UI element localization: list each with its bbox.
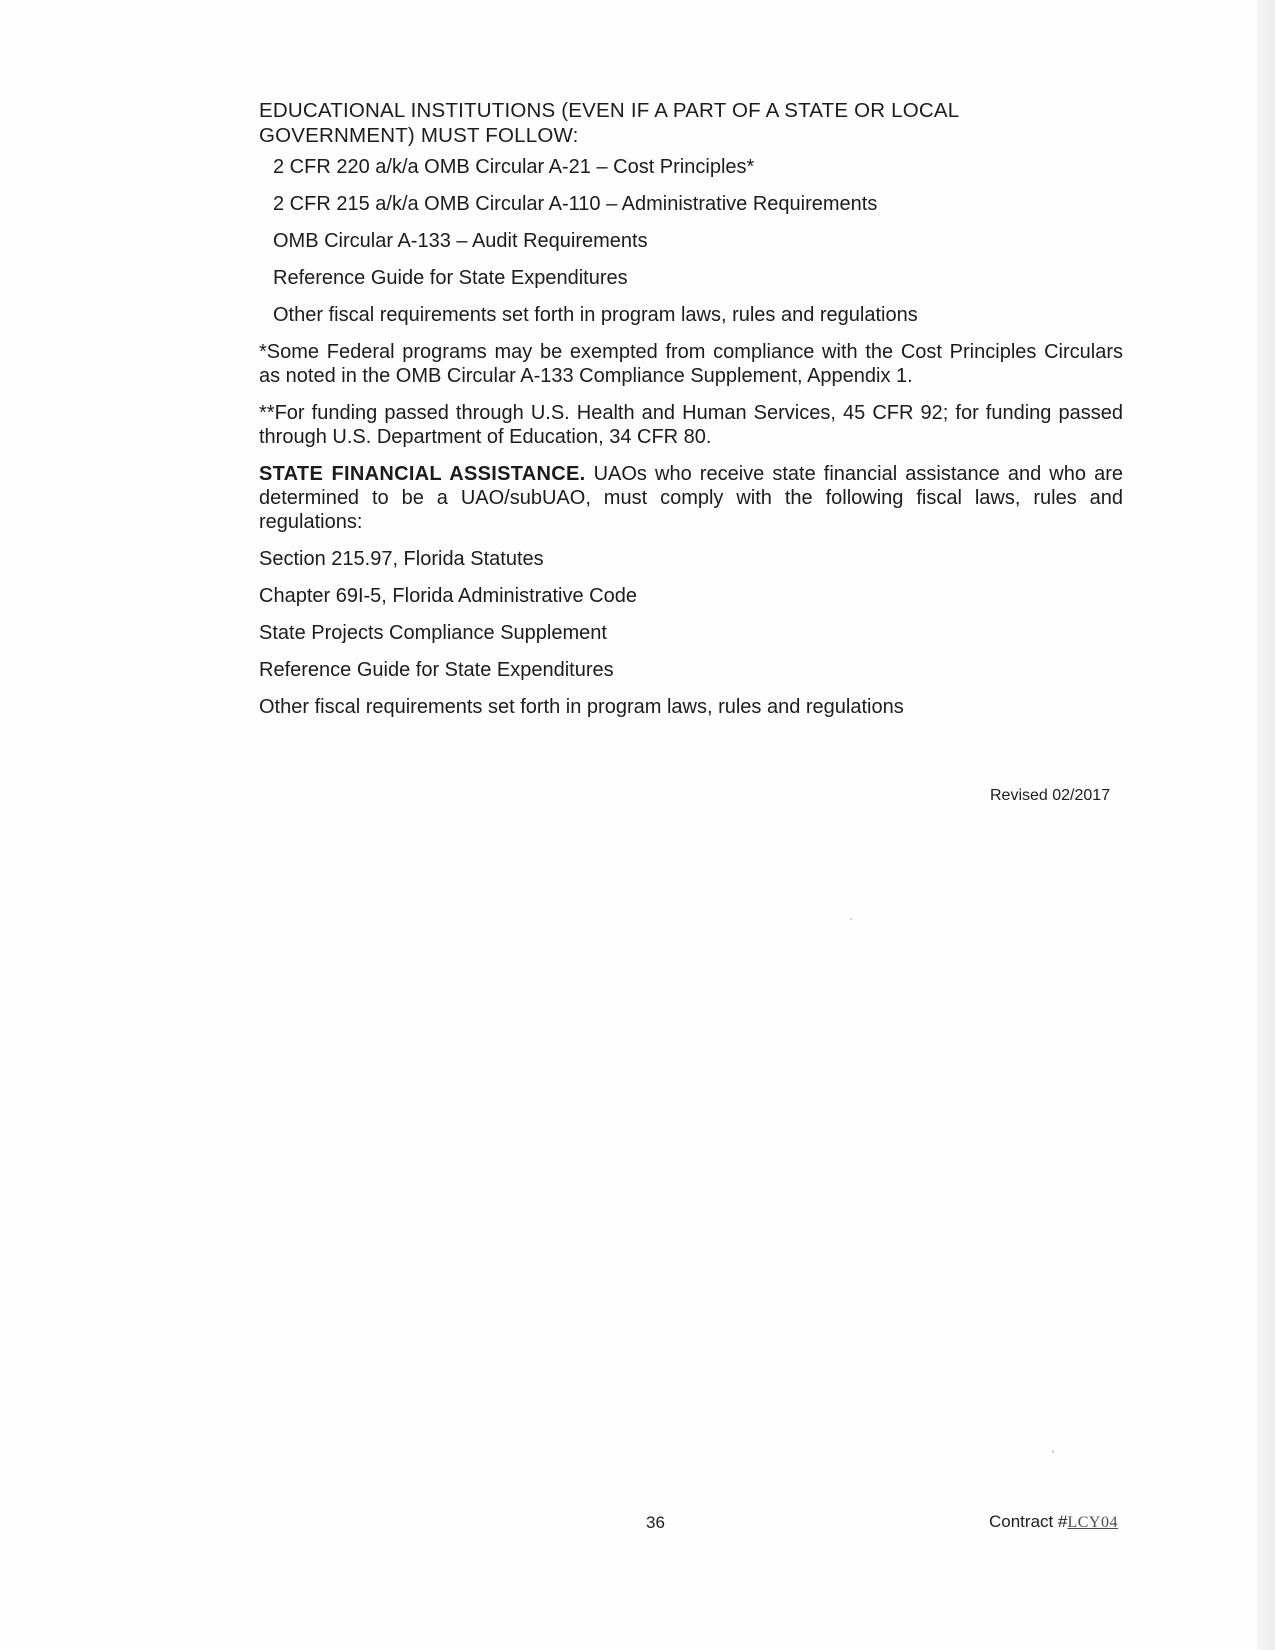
list-item: State Projects Compliance Supplement (259, 622, 607, 644)
education-requirements-list (259, 155, 1123, 327)
revision-date: Revised 02/2017 (990, 787, 1111, 804)
list-item: Other fiscal requirements set forth in program laws, rules and regulations (273, 304, 918, 326)
page-number: 36 (646, 1513, 665, 1532)
list-item: Reference Guide for State Expenditures (259, 659, 614, 681)
list-item: Reference Guide for State Expenditures (273, 267, 628, 289)
footnote-single-asterisk: *Some Federal programs may be exempted from compliance with the Cost Principles Circulars as noted in the OMB Circular A-133 Compliance Supplement, Appendix 1. (259, 341, 1123, 387)
list-item: 2 CFR 220 a/k/a OMB Circular A-21 – Cost Principles* (273, 156, 755, 178)
contract-number (989, 1512, 1118, 1533)
heading-line-1: EDUCATIONAL INSTITUTIONS (EVEN IF A PART OF A STATE OR LOCAL (259, 99, 960, 122)
section-heading (259, 98, 1123, 148)
state-assistance-lead: STATE FINANCIAL ASSISTANCE. (259, 463, 586, 485)
footnote-double-asterisk: **For funding passed through U.S. Health and Human Services, 45 CFR 92; for funding passed through U.S. Department of Education, 34 CFR 80. (259, 402, 1123, 448)
state-assistance-body: UAOs who receive state financial assistance and who are determined to be a UAO/subUAO, must comply with the following fiscal laws, rules and regulations: (259, 463, 1123, 533)
scan-edge-shadow (1257, 0, 1275, 1650)
list-item: Section 215.97, Florida Statutes (259, 548, 544, 570)
scan-speck (850, 918, 852, 920)
state-assistance-paragraph (259, 462, 1123, 534)
state-requirements-list (259, 547, 1123, 719)
list-item: 2 CFR 215 a/k/a OMB Circular A-110 – Administrative Requirements (273, 193, 878, 215)
scan-speck (1052, 1450, 1054, 1453)
page-content (259, 98, 1123, 732)
contract-label: Contract # (989, 1512, 1068, 1531)
list-item: OMB Circular A-133 – Audit Requirements (273, 230, 648, 252)
list-item: Other fiscal requirements set forth in program laws, rules and regulations (259, 696, 904, 718)
list-item: Chapter 69I-5, Florida Administrative Code (259, 585, 637, 607)
heading-line-2: GOVERNMENT) MUST FOLLOW: (259, 124, 579, 147)
contract-id: LCY04 (1067, 1514, 1118, 1531)
